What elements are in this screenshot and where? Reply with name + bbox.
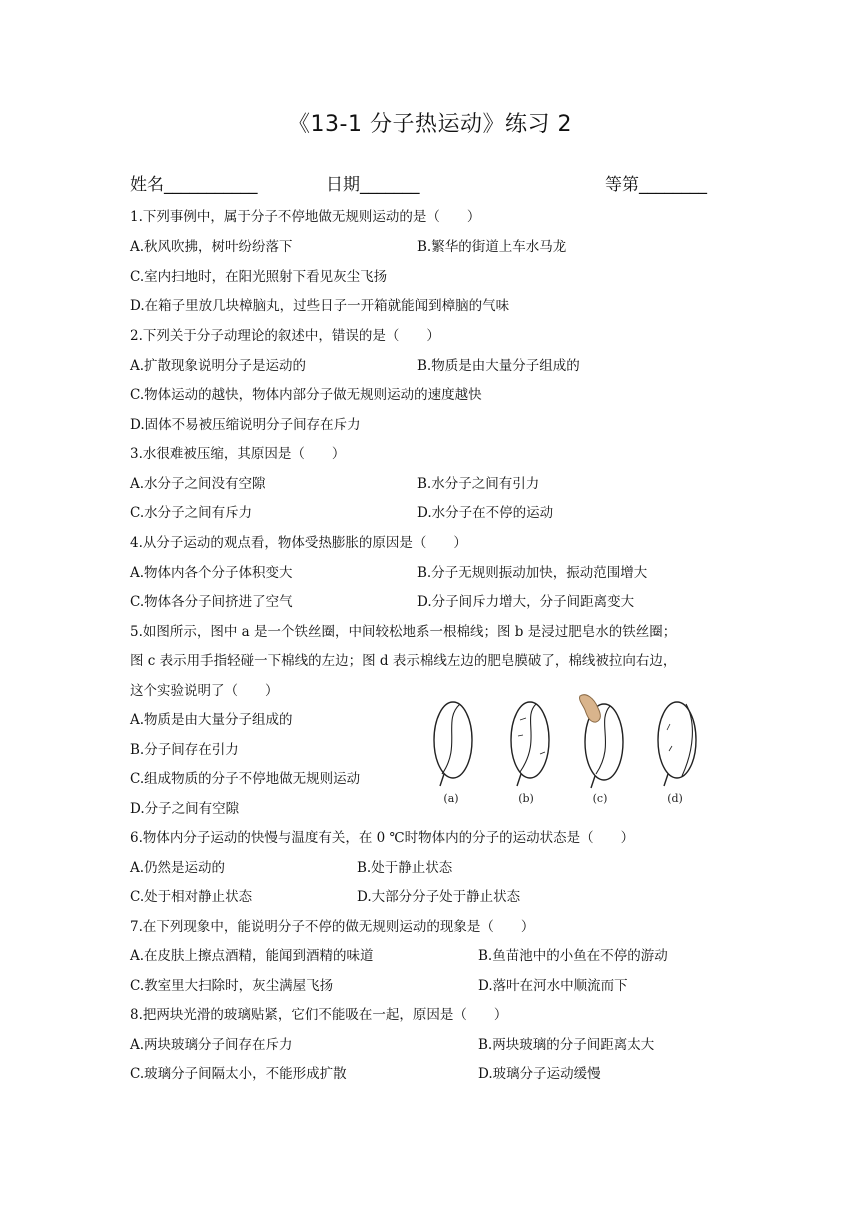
- question-5-option-c: C.组成物质的分子不停地做无规则运动: [130, 771, 361, 787]
- question-3-option-a: A.水分子之间没有空隙: [130, 476, 266, 492]
- question-1-option-d: D.在箱子里放几块樟脑丸，过些日子一开箱就能闻到樟脑的气味: [130, 298, 510, 314]
- question-8-option-a: A.两块玻璃分子间存在斥力: [130, 1037, 293, 1053]
- question-6-option-d: D.大部分分子处于静止状态: [357, 889, 521, 905]
- figure-b-thread: [520, 704, 536, 772]
- question-1-option-a: A.秋风吹拂，树叶纷纷落下: [130, 239, 293, 255]
- question-7-stem: 7.在下列现象中，能说明分子不停的做无规则运动的现象是（ ）: [130, 919, 535, 935]
- figure-a-thread: [442, 704, 460, 774]
- question-7-option-c: C.教室里大扫除时，灰尘满屋飞扬: [130, 978, 334, 994]
- figure-label-a: (a): [443, 792, 459, 805]
- question-2-stem: 2.下列关于分子动理论的叙述中，错误的是（ ）: [130, 328, 440, 344]
- question-8-option-c: C.玻璃分子间隔太小，不能形成扩散: [130, 1066, 347, 1082]
- date-field: 日期_______: [326, 175, 420, 195]
- question-2-option-d: D.固体不易被压缩说明分子间存在斥力: [130, 417, 361, 433]
- question-7-option-b: B.鱼苗池中的小鱼在不停的游动: [478, 948, 668, 964]
- grade-field: 等第________: [605, 175, 707, 195]
- question-5-option-d: D.分子之间有空隙: [130, 801, 240, 817]
- figure-label-c: (c): [592, 792, 608, 805]
- question-6-option-c: C.处于相对静止状态: [130, 889, 253, 905]
- figure-label-d: (d): [667, 792, 683, 805]
- question-5-option-b: B.分子间存在引力: [130, 742, 239, 758]
- question-6-option-a: A.仍然是运动的: [130, 860, 226, 876]
- question-4-stem: 4.从分子运动的观点看，物体受热膨胀的原因是（ ）: [130, 535, 467, 551]
- question-8-option-d: D.玻璃分子运动缓慢: [478, 1066, 601, 1082]
- question-2-option-b: B.物质是由大量分子组成的: [417, 358, 580, 374]
- question-7-option-d: D.落叶在河水中顺流而下: [478, 978, 628, 994]
- question-6-stem: 6.物体内分子运动的快慢与温度有关，在 0 ℃时物体内的分子的运动状态是（ ）: [130, 830, 635, 846]
- question-3-option-c: C.水分子之间有斥力: [130, 505, 253, 521]
- question-1-option-c: C.室内扫地时，在阳光照射下看见灰尘飞扬: [130, 269, 388, 285]
- question-3-option-b: B.水分子之间有引力: [417, 476, 540, 492]
- question-1-option-b: B.繁华的街道上车水马龙: [417, 239, 567, 255]
- question-1-stem: 1.下列事例中，属于分子不停地做无规则运动的是（ ）: [130, 209, 481, 225]
- question-4-option-b: B.分子无规则振动加快，振动范围增大: [417, 565, 648, 581]
- question-2-option-c: C.物体运动的越快，物体内部分子做无规则运动的速度越快: [130, 387, 482, 403]
- question-3-option-d: D.水分子在不停的运动: [417, 505, 554, 521]
- question-3-stem: 3.水很难被压缩，其原因是（ ）: [130, 446, 346, 462]
- question-4-option-a: A.物体内各个分子体积变大: [130, 565, 293, 581]
- question-8-option-b: B.两块玻璃的分子间距离太大: [478, 1037, 655, 1053]
- question-4-option-d: D.分子间斥力增大，分子间距离变大: [417, 594, 635, 610]
- question-6-option-b: B.处于静止状态: [357, 860, 453, 876]
- page-title: 《13-1 分子热运动》练习 2: [288, 112, 572, 137]
- question-8-stem: 8.把两块光滑的玻璃贴紧，它们不能吸在一起，原因是（ ）: [130, 1007, 508, 1023]
- figure-c-finger: [580, 695, 601, 722]
- question-2-option-a: A.扩散现象说明分子是运动的: [130, 358, 307, 374]
- question-4-option-c: C.物体各分子间挤进了空气: [130, 594, 293, 610]
- question-7-option-a: A.在皮肤上擦点酒精，能闻到酒精的味道: [130, 948, 374, 964]
- figure-b-wire-ring: [511, 702, 549, 786]
- name-field: 姓名___________: [130, 175, 258, 195]
- figure-label-b: (b): [518, 792, 534, 805]
- soap-film-figure: [420, 690, 720, 810]
- question-5-stem-line-3: 这个实验说明了（ ）: [130, 683, 279, 699]
- question-5-stem-line-2: 图 c 表示用手指轻碰一下棉线的左边；图 d 表示棉线左边的肥皂膜破了，棉线被拉向右边，: [130, 653, 677, 669]
- question-5-option-a: A.物质是由大量分子组成的: [130, 712, 293, 728]
- question-5-stem-line-1: 5.如图所示，图中 a 是一个铁丝圈，中间较松地系一根棉线；图 b 是浸过肥皂水的铁丝圈；: [130, 624, 677, 640]
